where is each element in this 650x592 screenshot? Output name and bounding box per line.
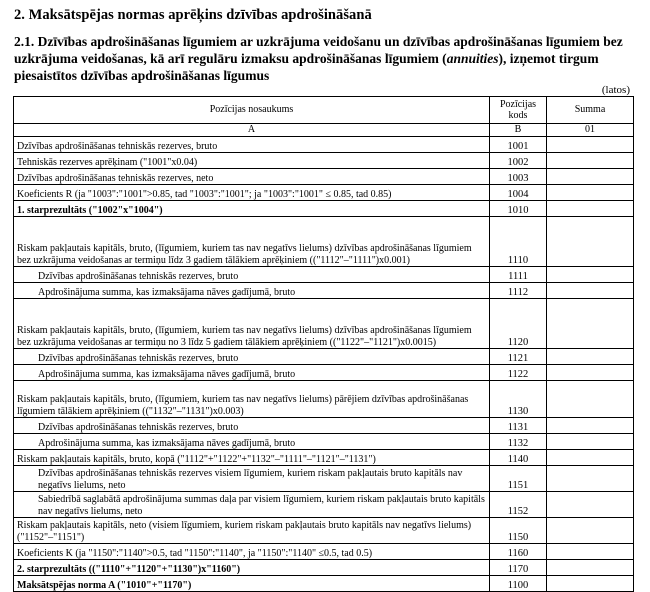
section-heading: 2. Maksātspējas normas aprēķins dzīvības apdrošināšanā [14,7,372,23]
table-header-row [14,97,634,124]
subheading-italic: annuities [446,51,499,66]
row-name: Dzīvības apdrošināšanas tehniskās rezerves, bruto [14,267,490,283]
header-sum: Summa [547,97,634,124]
header-code: Pozīcijas kods [490,97,547,124]
table-row [14,466,634,492]
table-row [14,381,634,418]
table-row [14,283,634,299]
row-sum-cell[interactable] [547,283,634,299]
row-code: 1122 [490,365,547,381]
row-name: Riskam pakļautais kapitāls, bruto, (līgumiem, kuriem tas nav negatīvs lielums) dzīvības apdrošināšanas līgumiem bez uzkrājuma veidošanas ar termiņu no 3 līdz 5 gadiem tālākiem aprēķiniem (("1122"–"1121")x0.0015) [14,299,490,349]
row-code: 1100 [490,576,547,592]
letter-code: B [490,124,547,137]
solvency-table [13,96,634,592]
table-row [14,418,634,434]
row-code: 1150 [490,518,547,544]
row-code: 1130 [490,381,547,418]
table-row [14,560,634,576]
row-name: Riskam pakļautais kapitāls, bruto, (līgumiem, kuriem tas nav negatīvs lielums) dzīvības apdrošināšanas līgumiem bez uzkrājuma veidošanas ar termiņu līdz 3 gadiem tālākiem aprēķiniem (("1112"–"1111")x0.001) [14,217,490,267]
subheading-part1: 2.1. Dzīvības apdrošināšanas līgumiem ar uzkrājuma veidošanu un dzīvības apdrošināšanas līgumiem bez uzkrājuma veidošanas, kā arī regulāru izmaksu apdrošināšanas līgumiem ( [14,34,623,66]
row-code: 1004 [490,185,547,201]
row-name: Dzīvības apdrošināšanas tehniskās rezerves, neto [14,169,490,185]
row-name: Riskam pakļautais kapitāls, neto (visiem līgumiem, kuriem riskam pakļautais bruto kapitāls nav negatīvs lielums) ("1152"–"1151") [14,518,490,544]
row-name: Riskam pakļautais kapitāls, bruto, (līgumiem, kuriem tas nav negatīvs lielums) pārējiem dzīvības apdrošināšanas līgumiem tālākiem aprēķiniem (("1132"–"1131")x0.003) [14,381,490,418]
row-sum-cell[interactable] [547,466,634,492]
row-sum-cell[interactable] [547,169,634,185]
row-code: 1120 [490,299,547,349]
row-sum-cell[interactable] [547,137,634,153]
row-sum-cell[interactable] [547,153,634,169]
row-sum-cell[interactable] [547,450,634,466]
row-sum-cell[interactable] [547,365,634,381]
row-sum-cell[interactable] [547,434,634,450]
table-row [14,349,634,365]
currency-unit: (latos) [601,84,630,96]
row-name: Apdrošinājuma summa, kas izmaksājama nāves gadījumā, bruto [14,434,490,450]
table-row [14,299,634,349]
row-name: Riskam pakļautais kapitāls, bruto, kopā ("1112"+"1122"+"1132"–"1111"–"1121"–"1131") [14,450,490,466]
row-name: Sabiedrībā saglabātā apdrošinājuma summas daļa par visiem līgumiem, kuriem riskam pakļautais bruto kapitāls nav negatīvs lielums, neto [14,492,490,518]
row-sum-cell[interactable] [547,185,634,201]
row-code: 1010 [490,201,547,217]
row-sum-cell[interactable] [547,418,634,434]
row-code: 1170 [490,560,547,576]
header-name: Pozīcijas nosaukums [14,97,490,124]
row-name: Dzīvības apdrošināšanas tehniskās rezerves, bruto [14,418,490,434]
row-name: Apdrošinājuma summa, kas izmaksājama nāves gadījumā, bruto [14,283,490,299]
row-code: 1110 [490,217,547,267]
row-sum-cell[interactable] [547,544,634,560]
table-row [14,267,634,283]
letter-sum: 01 [547,124,634,137]
row-sum-cell[interactable] [547,518,634,544]
row-name: Maksātspējas norma A ("1010"+"1170") [14,576,490,592]
row-name: 1. starprezultāts ("1002"x"1004") [14,201,490,217]
row-code: 1003 [490,169,547,185]
row-sum-cell[interactable] [547,381,634,418]
row-name: Koeficients R (ja "1003":"1001">0.85, tad "1003":"1001"; ja "1003":"1001" ≤ 0.85, tad 0.85) [14,185,490,201]
subsection-heading [14,33,634,84]
table-row [14,544,634,560]
row-code: 1001 [490,137,547,153]
row-name: 2. starprezultāts (("1110"+"1120"+"1130")x"1160") [14,560,490,576]
row-code: 1160 [490,544,547,560]
row-sum-cell[interactable] [547,560,634,576]
row-code: 1132 [490,434,547,450]
table-row [14,576,634,592]
row-sum-cell[interactable] [547,492,634,518]
row-sum-cell[interactable] [547,217,634,267]
subheading-part2: ), izņemot tirgum piesaistītos dzīvības apdrošināšanas līgumus [14,51,599,83]
row-code: 1111 [490,267,547,283]
row-name: Dzīvības apdrošināšanas tehniskās rezerves, bruto [14,349,490,365]
table-row [14,434,634,450]
table-row [14,450,634,466]
table-row [14,201,634,217]
row-code: 1131 [490,418,547,434]
table-row [14,185,634,201]
row-name: Apdrošinājuma summa, kas izmaksājama nāves gadījumā, bruto [14,365,490,381]
table-letter-row [14,124,634,137]
row-code: 1121 [490,349,547,365]
table-row [14,365,634,381]
table-row [14,169,634,185]
row-code: 1152 [490,492,547,518]
row-name: Dzīvības apdrošināšanas tehniskās rezerves visiem līgumiem, kuriem riskam pakļautais bruto kapitāls nav negatīvs lielums, neto [14,466,490,492]
row-sum-cell[interactable] [547,576,634,592]
table-row [14,492,634,518]
table-row [14,518,634,544]
row-name: Koeficients K (ja "1150":"1140">0.5, tad "1150":"1140", ja "1150":"1140" ≤0.5, tad 0.5) [14,544,490,560]
row-sum-cell[interactable] [547,299,634,349]
row-code: 1151 [490,466,547,492]
row-sum-cell[interactable] [547,349,634,365]
row-sum-cell[interactable] [547,201,634,217]
letter-name: A [14,124,490,137]
row-code: 1140 [490,450,547,466]
row-code: 1112 [490,283,547,299]
table-row [14,137,634,153]
row-name: Dzīvības apdrošināšanas tehniskās rezerves, bruto [14,137,490,153]
row-sum-cell[interactable] [547,267,634,283]
row-name: Tehniskās rezerves aprēķinam ("1001"x0.04) [14,153,490,169]
table-row [14,153,634,169]
row-code: 1002 [490,153,547,169]
table-row [14,217,634,267]
